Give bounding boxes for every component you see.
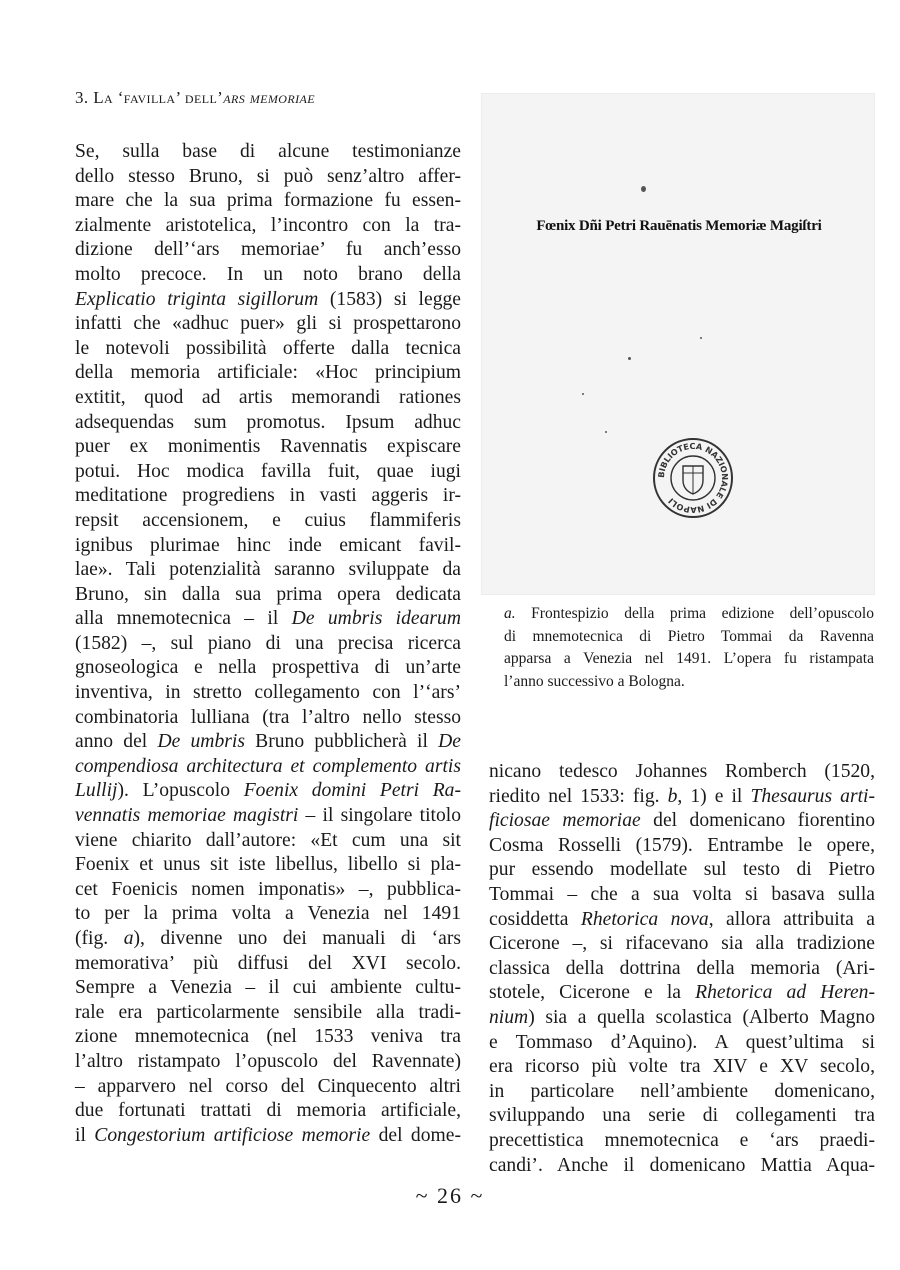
italic-text: Rhetorica nova bbox=[580, 908, 709, 930]
text-line bbox=[75, 779, 461, 804]
text-line bbox=[75, 927, 461, 952]
text-run: – il singolare titolo bbox=[298, 805, 461, 827]
text-line bbox=[75, 558, 461, 583]
text-run: ), divenne uno dei manuali di ‘ars bbox=[133, 928, 461, 949]
text-line bbox=[75, 1025, 461, 1050]
text-line bbox=[75, 534, 461, 559]
italic-text: De bbox=[438, 731, 462, 753]
text-run: era ricorso più volte tra XIV e XV secolo, bbox=[489, 1056, 875, 1078]
italic-text: vennatis memoriae magistri bbox=[75, 805, 299, 827]
text-run: due fortunati trattati di memoria artificiale, bbox=[75, 1100, 461, 1122]
text-run: memorativa’ più diffusi del XVI secolo. bbox=[75, 952, 461, 974]
section-heading bbox=[75, 88, 315, 108]
italic-text: Foenix domini Petri Ra- bbox=[243, 780, 461, 802]
caption-line bbox=[504, 603, 874, 626]
text-line bbox=[75, 952, 461, 977]
text-run: apparsa a Venezia nel 1491. L’opera fu ristampata bbox=[504, 650, 874, 667]
library-stamp-seal bbox=[651, 436, 735, 520]
text-run: della memoria artificiale: «Hoc principium bbox=[75, 362, 461, 384]
text-run: Frontespizio della prima edizione dell’opuscolo bbox=[515, 605, 874, 622]
text-run: l’altro ristampato l’opuscolo del Ravennate) bbox=[75, 1050, 461, 1072]
text-line bbox=[75, 263, 461, 288]
italic-text: Congestorium artificiose memorie bbox=[94, 1124, 371, 1146]
text-run: molto precoce. In un noto brano della bbox=[75, 263, 461, 285]
text-run: Sempre a Venezia – il cui ambiente cultu- bbox=[75, 977, 461, 999]
text-line bbox=[75, 656, 461, 681]
text-line bbox=[75, 140, 461, 165]
print-speck bbox=[605, 431, 607, 433]
right-text-column bbox=[489, 760, 875, 1178]
text-run: lae». Tali potenzialità saranno sviluppate da bbox=[75, 559, 461, 581]
text-line bbox=[75, 361, 461, 386]
text-line bbox=[489, 1080, 875, 1105]
print-speck bbox=[628, 357, 631, 360]
text-line bbox=[75, 312, 461, 337]
text-run: cet Foenicis nomen imponatis» –, pubblica- bbox=[75, 878, 461, 900]
text-line bbox=[75, 755, 461, 780]
figure-caption bbox=[504, 603, 874, 693]
italic-text: nium bbox=[489, 1006, 529, 1028]
left-text-column bbox=[75, 140, 461, 1148]
text-line bbox=[489, 957, 875, 982]
text-run: Tommai – che a sua volta si basava sulla bbox=[489, 883, 875, 905]
italic-text: De umbris idearum bbox=[291, 608, 461, 630]
print-speck bbox=[700, 337, 702, 339]
italic-text: Thesaurus arti- bbox=[750, 785, 875, 807]
text-line bbox=[75, 1001, 461, 1026]
text-line bbox=[75, 460, 461, 485]
text-run: (1583) si legge bbox=[318, 288, 461, 310]
text-run: – apparvero nel corso del Cinquecento altri bbox=[75, 1075, 461, 1097]
text-run: mare che la sua prima formazione fu essen- bbox=[75, 190, 461, 212]
text-run: il bbox=[75, 1124, 95, 1146]
text-run: , 1) e il bbox=[677, 785, 751, 807]
library-stamp bbox=[651, 436, 735, 520]
text-line bbox=[75, 632, 461, 657]
text-run: (fig. bbox=[75, 928, 124, 949]
text-run: repsit accensionem, e cuius flammiferis bbox=[75, 509, 461, 531]
text-line bbox=[75, 214, 461, 239]
print-speck bbox=[582, 393, 584, 395]
text-line bbox=[75, 435, 461, 460]
text-run: del dome- bbox=[370, 1124, 461, 1146]
text-run: meditatione progrediens in vasti aggeris ir- bbox=[75, 485, 461, 507]
text-line bbox=[75, 1075, 461, 1100]
text-run: infatti che «adhuc puer» gli si prospettarono bbox=[75, 313, 461, 335]
text-line bbox=[75, 804, 461, 829]
caption-line bbox=[504, 626, 874, 649]
italic-text: a bbox=[123, 928, 134, 949]
text-run: ). L’opuscolo bbox=[117, 780, 244, 802]
frontispiece-title: Fœnix Dñi Petri Rauēnatis Memoriæ Magiſtri bbox=[536, 218, 822, 234]
text-line bbox=[75, 238, 461, 263]
text-run: e Tommaso d’Aquino). A quest’ultima si bbox=[489, 1031, 875, 1053]
print-speck bbox=[641, 186, 646, 192]
italic-text: De umbris bbox=[157, 731, 245, 753]
text-line bbox=[75, 829, 461, 854]
section-title-b: ars memoriae bbox=[223, 88, 315, 107]
text-run: cosiddetta bbox=[489, 908, 581, 930]
text-run: zialmente aristotelica, l’incontro con la tra- bbox=[75, 214, 461, 236]
stamp-text: BIBLIOTECA NAZIONALE DI NAPOLI bbox=[655, 440, 731, 516]
text-line bbox=[489, 834, 875, 859]
text-line bbox=[75, 189, 461, 214]
text-run: Cosma Rosselli (1579). Entrambe le opere, bbox=[489, 834, 875, 856]
text-run: in particolare nell’ambiente domenicano, bbox=[489, 1080, 875, 1102]
text-run: l’anno successivo a Bologna. bbox=[504, 672, 685, 690]
text-run: di mnemotecnica di Pietro Tommai da Ravenna bbox=[504, 627, 874, 645]
text-line bbox=[489, 883, 875, 908]
text-line bbox=[75, 681, 461, 706]
text-line bbox=[75, 853, 461, 878]
text-run: dizione dell’‘ars memoriae’ fu anch’esso bbox=[75, 239, 461, 261]
italic-text: Lullij bbox=[75, 780, 118, 802]
text-run: combinatoria lulliana (tra l’altro nello stesso bbox=[75, 706, 461, 728]
text-run: Foenix et unus sit iste libellus, libello si pla- bbox=[75, 854, 461, 876]
text-run: riedito nel 1533: fig. bbox=[489, 785, 668, 807]
text-run: puer ex monimentis Ravennatis expiscare bbox=[75, 436, 461, 458]
text-run: adsequendas sum promotus. Ipsum adhuc bbox=[75, 411, 461, 433]
text-line bbox=[75, 386, 461, 411]
text-line bbox=[75, 1124, 461, 1149]
text-run: (1582) –, sul piano di una precisa ricerca bbox=[75, 632, 461, 654]
text-run: ignibus plurimae hinc inde emicant favil- bbox=[75, 534, 461, 556]
caption-line bbox=[504, 671, 874, 694]
text-run: alla mnemotecnica – il bbox=[75, 608, 292, 630]
italic-text: Rhetorica ad Heren- bbox=[695, 982, 876, 1004]
text-run: stotele, Cicerone e la bbox=[489, 982, 696, 1004]
text-line bbox=[75, 878, 461, 903]
text-run: Bruno, sin dalla sua prima opera dedicata bbox=[75, 583, 461, 605]
text-line bbox=[489, 1055, 875, 1080]
text-line bbox=[75, 730, 461, 755]
italic-text: Explicatio triginta sigillorum bbox=[75, 288, 319, 310]
text-line bbox=[75, 1099, 461, 1124]
text-run: dello stesso Bruno, si può senz’altro affer- bbox=[75, 165, 461, 187]
text-run: nicano tedesco Johannes Romberch (1520, bbox=[489, 761, 875, 782]
text-run: inventiva, in stretto collegamento con l’‘ars’ bbox=[75, 682, 461, 704]
text-run: del domenicano fiorentino bbox=[640, 810, 875, 832]
text-run: rale era particolarmente sensibile alla tradi- bbox=[75, 1001, 461, 1023]
text-run: gnoseologica e nella prospettiva di un’arte bbox=[75, 657, 461, 679]
text-line bbox=[489, 981, 875, 1006]
text-run: sviluppando una serie di collegamenti tra bbox=[489, 1105, 875, 1127]
text-line bbox=[489, 932, 875, 957]
text-line bbox=[489, 1104, 875, 1129]
text-line bbox=[489, 1154, 875, 1179]
text-run: anno del bbox=[75, 731, 158, 753]
text-run: candi’. Anche il domenicano Mattia Aqua- bbox=[489, 1154, 875, 1176]
text-line bbox=[489, 1129, 875, 1154]
text-line bbox=[75, 411, 461, 436]
section-number: 3. bbox=[75, 88, 89, 107]
text-line bbox=[75, 484, 461, 509]
caption-line bbox=[504, 648, 874, 671]
text-line bbox=[75, 583, 461, 608]
text-run: extitit, quod ad artis memorandi rationes bbox=[75, 386, 461, 408]
text-run: le notevoli possibilità offerte dalla tecnica bbox=[75, 337, 461, 359]
text-run: ) sia a quella scolastica (Alberto Magno bbox=[528, 1006, 875, 1028]
text-line bbox=[75, 509, 461, 534]
text-run: Se, sulla base di alcune testimonianze bbox=[75, 141, 461, 162]
text-run: classica della dottrina della memoria (Ari- bbox=[489, 957, 875, 979]
text-run: potui. Hoc modica favilla fuit, quae iugi bbox=[75, 460, 461, 482]
text-line bbox=[489, 1006, 875, 1031]
italic-text: compendiosa architectura et complemento artis bbox=[75, 755, 461, 777]
text-run: to per la prima volta a Venezia nel 1491 bbox=[75, 903, 461, 925]
text-line bbox=[75, 706, 461, 731]
text-run: , allora attribuita a bbox=[708, 908, 875, 930]
page-number: ~ 26 ~ bbox=[415, 1183, 485, 1208]
text-line bbox=[489, 809, 875, 834]
section-title-a: La ‘favilla’ dell’ bbox=[93, 88, 224, 107]
text-line bbox=[489, 908, 875, 933]
text-line bbox=[75, 337, 461, 362]
text-run: Bruno pubblicherà il bbox=[244, 731, 439, 753]
italic-text: b bbox=[667, 785, 678, 807]
text-run: Cicerone –, si rifacevano sia alla tradizione bbox=[489, 933, 875, 955]
text-run: precettistica mnemotecnica e ‘ars praedi- bbox=[489, 1129, 875, 1151]
italic-text: ficiosae memoriae bbox=[489, 810, 641, 832]
text-line bbox=[489, 785, 875, 810]
text-line bbox=[75, 288, 461, 313]
italic-text: a. bbox=[504, 605, 516, 622]
text-line bbox=[489, 1031, 875, 1056]
text-line bbox=[489, 858, 875, 883]
text-run: pur essendo modellate sul testo di Pietro bbox=[489, 859, 875, 881]
text-run: viene chiarito dall’autore: «Et cum una sit bbox=[75, 829, 461, 851]
text-line bbox=[75, 165, 461, 190]
text-line bbox=[75, 1050, 461, 1075]
text-line bbox=[75, 902, 461, 927]
text-run: zione mnemotecnica (nel 1533 veniva tra bbox=[75, 1026, 461, 1048]
text-line bbox=[75, 976, 461, 1001]
text-line bbox=[75, 607, 461, 632]
text-line bbox=[489, 760, 875, 785]
